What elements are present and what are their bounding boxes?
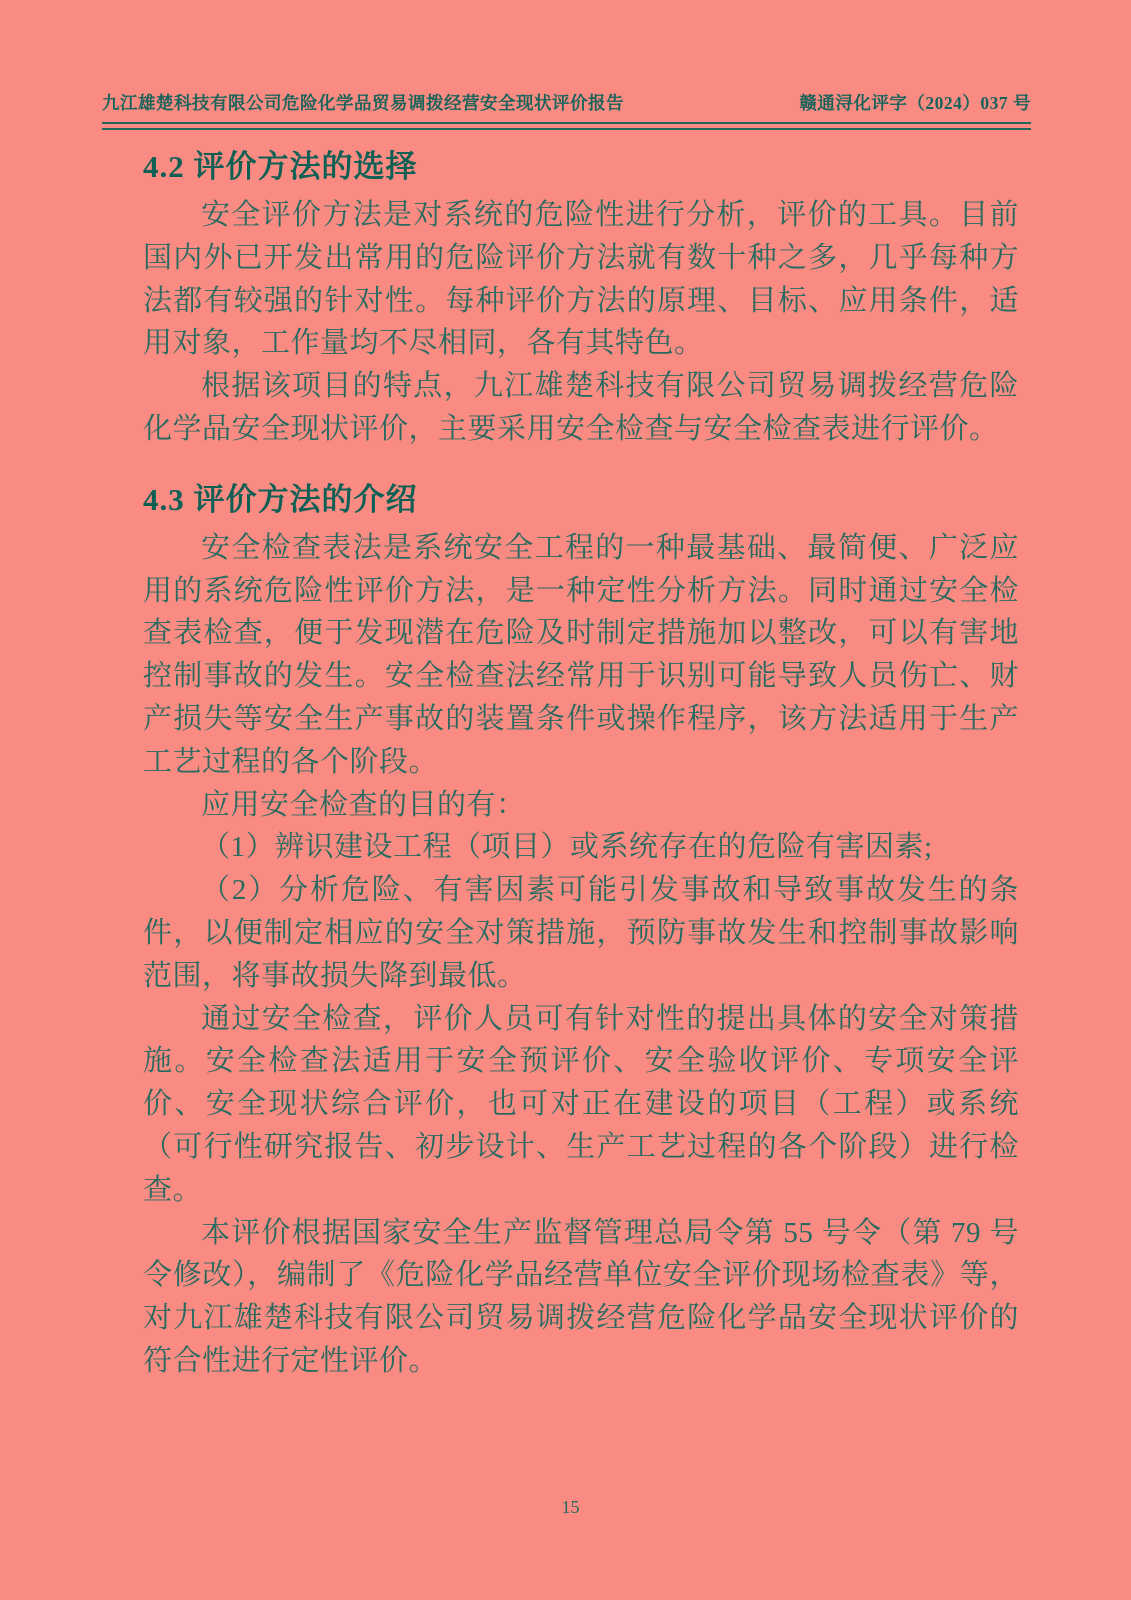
page-body <box>143 147 1019 1383</box>
section-heading-4-3: 4.3 评价方法的介绍 <box>143 481 418 517</box>
page-header <box>0 0 1131 130</box>
page-footer <box>0 1497 1131 1600</box>
section-heading-4-2: 4.2 评价方法的选择 <box>143 149 418 184</box>
paragraph: 安全检查表法是系统安全工程的一种最基础、最简便、广泛应用的系统危险性评价方法，是一种定性分析方法。同时通过安全检查表检查，便于发现潜在危险及时制定措施加以整改，可以有害地控制事故的发生。安全检查法经常用于识别可能导致人员伤亡、财产损失等安全生产事故的装置条件或操作程序，该方法适用于生产工艺过程的各个阶段。 <box>143 531 1019 778</box>
header-divider-rule <box>102 122 1031 130</box>
header-report-title: 九江雄楚科技有限公司危险化学品贸易调拨经营安全现状评价报告 <box>102 93 624 113</box>
page-header-row <box>102 90 1031 115</box>
paragraph: 根据该项目的特点，九江雄楚科技有限公司贸易调拨经营危险化学品安全现状评价，主要采用安全检查与安全检查表进行评价。 <box>143 370 1019 445</box>
paragraph: 通过安全检查，评价人员可有针对性的提出具体的安全对策措施。安全检查法适用于安全预评价、安全验收评价、专项安全评价、安全现状综合评价，也可对正在建设的项目（工程）或系统（可行性研究报告、初步设计、生产工艺过程的各个阶段）进行检查。 <box>143 1002 1019 1206</box>
paragraph: （2）分析危险、有害因素可能引发事故和导致事故发生的条件，以便制定相应的安全对策措施，预防事故发生和控制事故影响范围，将事故损失降到最低。 <box>143 874 1019 992</box>
paragraph: 本评价根据国家安全生产监督管理总局令第 55 号令（第 79 号令修改），编制了《危险化学品经营单位安全评价现场检查表》等，对九江雄楚科技有限公司贸易调拨经营危险化学品安全现状评价的符合性进行定性评价。 <box>143 1216 1019 1377</box>
header-document-number: 赣通浔化评字（2024）037 号 <box>799 93 1031 113</box>
paragraph: 应用安全检查的目的有： <box>201 788 526 821</box>
page-number: 15 <box>561 1497 580 1517</box>
paragraph: （1）辨识建设工程（项目）或系统存在的危险有害因素; <box>201 831 933 864</box>
paragraph: 安全评价方法是对系统的危险性进行分析，评价的工具。目前国内外已开发出常用的危险评价方法就有数十种之多，几乎每种方法都有较强的针对性。每种评价方法的原理、目标、应用条件，适用对象，工作量均不尽相同，各有其特色。 <box>143 199 1019 360</box>
